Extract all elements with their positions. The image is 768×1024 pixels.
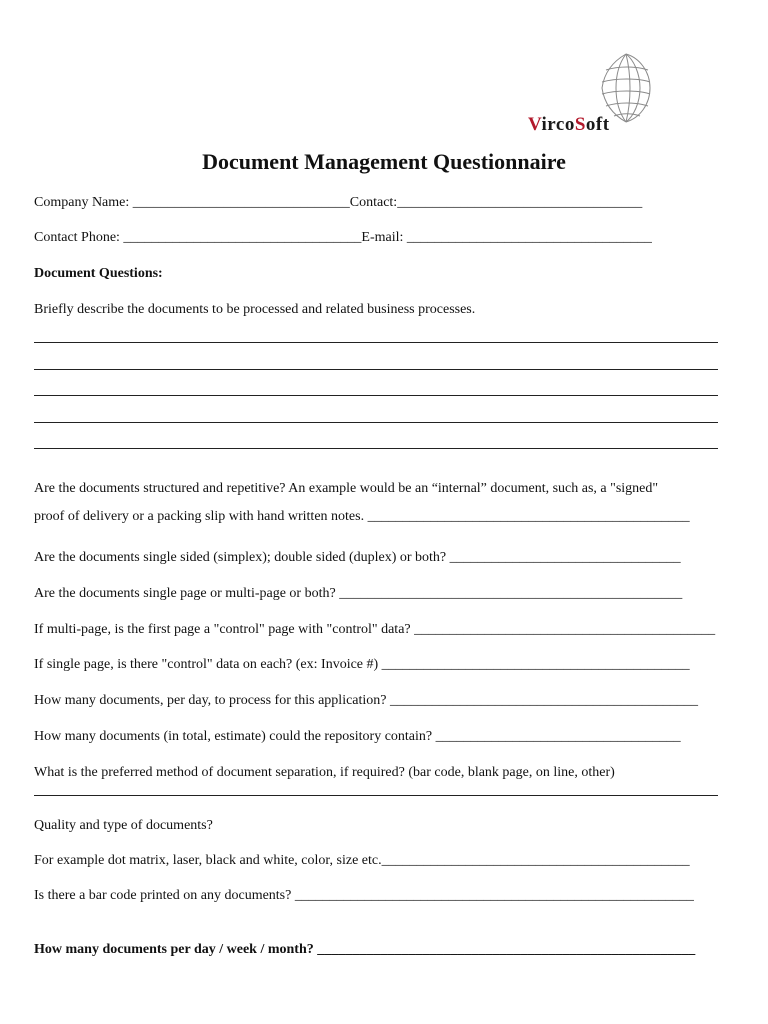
question-separation: What is the preferred method of document separation, if required? (bar code, blank page, on line, other) xyxy=(34,765,615,780)
answer-line[interactable] xyxy=(34,369,718,370)
question-volume[interactable]: How many documents per day / week / month? ______________________________________________________ xyxy=(34,942,696,957)
vircosoft-logo xyxy=(526,52,658,136)
answer-line[interactable] xyxy=(34,395,718,396)
question-quality: Quality and type of documents? xyxy=(34,818,213,833)
question-structured-line2[interactable]: proof of delivery or a packing slip with hand written notes. ______________________________________________ xyxy=(34,509,690,524)
question-pages[interactable]: Are the documents single page or multi-page or both? _________________________________________________ xyxy=(34,586,683,601)
phone-email-line[interactable]: Contact Phone: __________________________________E-mail: ___________________________________ xyxy=(34,230,652,245)
question-sided[interactable]: Are the documents single sided (simplex); double sided (duplex) or both? _________________________________ xyxy=(34,550,681,565)
answer-line[interactable] xyxy=(34,448,718,449)
brand-text-irco: irco xyxy=(541,114,575,135)
vircosoft-wordmark xyxy=(528,114,610,136)
question-control-data[interactable]: If single page, is there "control" data on each? (ex: Invoice #) ____________________________________________ xyxy=(34,657,690,672)
question-example[interactable]: For example dot matrix, laser, black and white, color, size etc.____________________________________________ xyxy=(34,853,690,868)
question-barcode[interactable]: Is there a bar code printed on any documents? _________________________________________________________ xyxy=(34,888,694,903)
question-total[interactable]: How many documents (in total, estimate) could the repository contain? ___________________________________ xyxy=(34,729,681,744)
section-heading: Document Questions: xyxy=(34,266,163,281)
answer-line[interactable] xyxy=(34,342,718,343)
question-structured-line1: Are the documents structured and repetitive? An example would be an “internal” document, such as, a "signed" xyxy=(34,481,659,496)
page-title: Document Management Questionnaire xyxy=(202,149,566,174)
brand-letter-s: S xyxy=(574,114,586,135)
brand-letter-v: V xyxy=(528,114,542,135)
answer-line[interactable] xyxy=(34,795,718,796)
company-contact-line[interactable]: Company Name: _______________________________Contact:___________________________________ xyxy=(34,195,643,210)
describe-prompt: Briefly describe the documents to be processed and related business processes. xyxy=(34,302,476,317)
brand-text-oft: oft xyxy=(585,114,610,135)
question-control-page[interactable]: If multi-page, is the first page a "control" page with "control" data? ___________________________________________ xyxy=(34,622,716,637)
question-per-day[interactable]: How many documents, per day, to process for this application? ____________________________________________ xyxy=(34,693,699,708)
answer-line[interactable] xyxy=(34,422,718,423)
